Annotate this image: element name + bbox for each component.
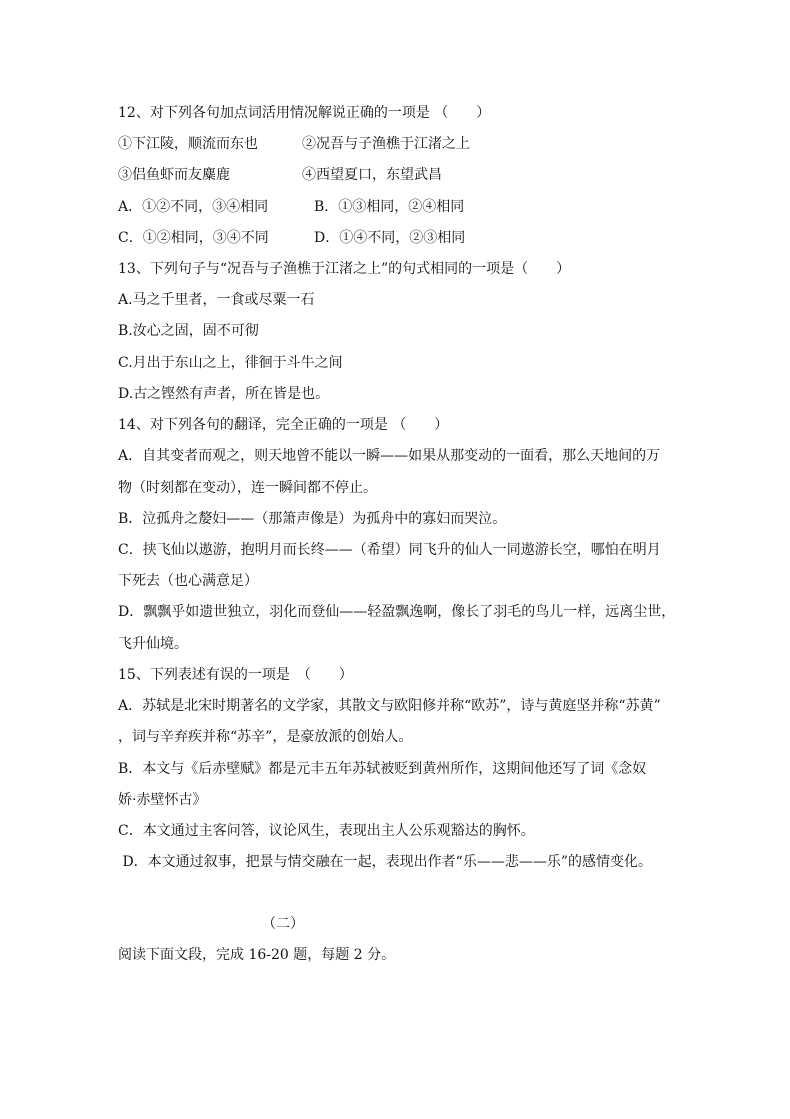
q15-option-a-line-2: ，词与辛弃疾并称“苏辛”，是豪放派的创始人。 xyxy=(118,729,413,745)
q12-sentences-row-2 xyxy=(118,166,678,184)
q12-sentences-row-1 xyxy=(118,135,678,153)
q12-option-b: B．①③相同，②④相同 xyxy=(314,199,465,215)
q13-option-c: C.月出于东山之上，徘徊于斗牛之间 xyxy=(118,355,343,371)
q13-option-b: B.汝心之固，固不可彻 xyxy=(118,323,259,339)
q12-sentence-4: ④西望夏口，东望武昌 xyxy=(302,167,442,183)
q14-option-c-line-1: C．挟飞仙以遨游，抱明月而长终——（希望）同飞升的仙人一同遨游长空，哪怕在明月 xyxy=(118,542,661,558)
q14-option-d-line-2: 飞升仙境。 xyxy=(118,636,188,652)
section-heading: （二） xyxy=(262,916,304,932)
q14-option-a-line-2: 物（时刻都在变动），连一瞬间都不停止。 xyxy=(118,480,377,496)
q13-option-a: A.马之千里者，一食或尽粟一石 xyxy=(118,292,315,308)
q12-stem: 12、对下列各句加点词活用情况解说正确的一项是 （ ） xyxy=(118,105,491,121)
q15-option-c: C．本文通过主客问答，议论风生，表现出主人公乐观豁达的胸怀。 xyxy=(118,823,535,839)
q14-option-b: B．泣孤舟之嫠妇——（那箫声像是）为孤舟中的寡妇而哭泣。 xyxy=(118,511,507,527)
q13-stem: 13、下列句子与“况吾与子渔樵于江渚之上”的句式相同的一项是（ ） xyxy=(118,261,571,277)
q14-option-c-line-2: 下死去（也心满意足） xyxy=(118,573,258,589)
section-instruction: 阅读下面文段，完成 16-20 题，每题 2 分。 xyxy=(118,947,396,963)
q15-stem: 15、下列表述有误的一项是 （ ） xyxy=(118,667,353,683)
q14-option-a-line-1: A．自其变者而观之，则天地曾不能以一瞬——如果从那变动的一面看，那么天地间的万 xyxy=(118,448,661,464)
q12-option-a: A．①②不同，③④相同 xyxy=(118,199,269,215)
q15-option-b-line-1: B．本文与《后赤壁赋》都是元丰五年苏轼被贬到黄州所作，这期间他还写了词《念奴 xyxy=(118,761,647,777)
q12-sentence-3: ③侣鱼虾而友麋鹿 xyxy=(118,167,230,183)
q15-option-d: D．本文通过叙事，把景与情交融在一起，表现出作者“乐——悲——乐”的感情变化。 xyxy=(118,854,652,870)
q12-options-row-1 xyxy=(118,198,678,216)
q14-stem: 14、对下列各句的翻译，完全正确的一项是 （ ） xyxy=(118,417,449,433)
q12-sentence-2: ②况吾与子渔樵于江渚之上 xyxy=(302,136,470,152)
q15-option-b-line-2: 娇·赤壁怀古》 xyxy=(118,792,207,808)
q12-option-c: C．①②相同，③④不同 xyxy=(118,230,269,246)
q12-options-row-2 xyxy=(118,229,678,247)
q14-option-d-line-1: D．飘飘乎如遗世独立，羽化而登仙——轻盈飘逸啊，像长了羽毛的鸟儿一样，远离尘世， xyxy=(118,604,676,620)
q12-sentence-1: ①下江陵，顺流而东也 xyxy=(118,136,258,152)
q13-option-d: D.古之铿然有声者，所在皆是也。 xyxy=(118,386,330,402)
q12-option-d: D．①④不同，②③相同 xyxy=(314,230,466,246)
q15-option-a-line-1: A．苏轼是北宋时期著名的文学家，其散文与欧阳修并称“欧苏”，诗与黄庭坚并称“苏黄” xyxy=(118,698,661,714)
